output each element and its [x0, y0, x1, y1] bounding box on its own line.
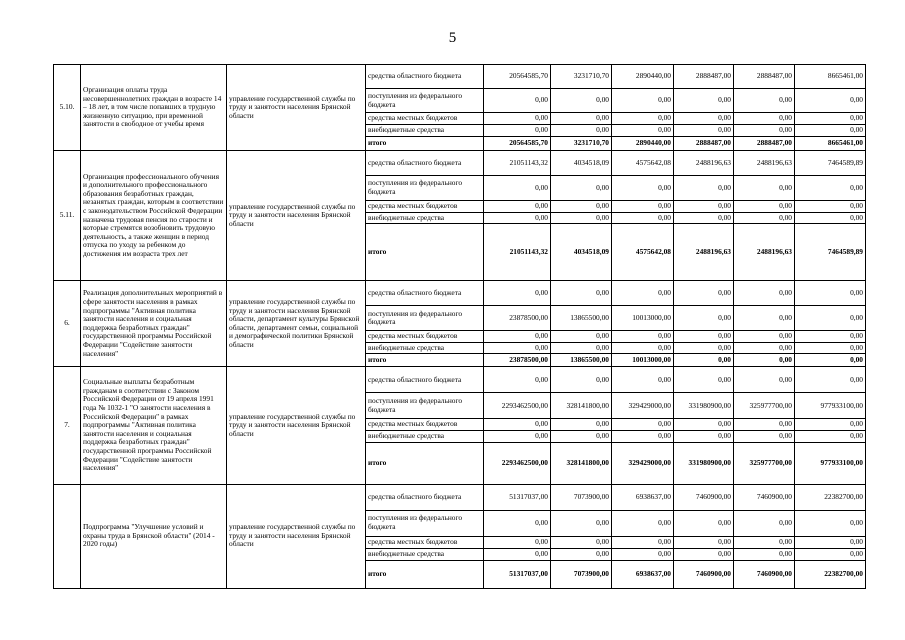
funding-source: внебюджетные средства — [366, 342, 484, 354]
amount-cell: 0,00 — [484, 125, 551, 137]
amount-cell: 23878500,00 — [484, 306, 551, 331]
amount-cell: 0,00 — [612, 113, 674, 125]
amount-cell: 0,00 — [734, 510, 795, 536]
amount-cell: 4575642,08 — [612, 224, 674, 281]
funding-source: средства областного бюджета — [366, 151, 484, 176]
amount-cell: 2488196,63 — [734, 151, 795, 176]
amount-cell: 0,00 — [795, 342, 866, 354]
amount-cell: 21051143,32 — [484, 151, 551, 176]
table-body — [54, 65, 866, 589]
amount-cell: 329429000,00 — [612, 442, 674, 484]
amount-cell: 0,00 — [551, 176, 612, 201]
amount-cell: 0,00 — [612, 89, 674, 113]
amount-cell: 10013000,00 — [612, 354, 674, 367]
amount-cell: 7460900,00 — [674, 560, 734, 588]
amount-cell: 2488196,63 — [674, 151, 734, 176]
amount-cell: 0,00 — [484, 342, 551, 354]
amount-cell: 0,00 — [484, 367, 551, 393]
amount-cell: 2488196,63 — [674, 224, 734, 281]
amount-cell: 0,00 — [795, 306, 866, 331]
amount-cell: 0,00 — [795, 113, 866, 125]
amount-cell: 0,00 — [734, 342, 795, 354]
amount-cell: 328141800,00 — [551, 442, 612, 484]
amount-cell: 0,00 — [484, 281, 551, 306]
funding-source: внебюджетные средства — [366, 430, 484, 442]
section-name: Реализация дополнительных мероприятий в сфере занятости населения в рамках подпрограммы "Активная политика занятости населения и социальная поддержка безработных граждан" государственной программы Российской Федерации "Содействие занятости населения" — [81, 281, 227, 367]
amount-cell: 20564585,70 — [484, 137, 551, 151]
amount-cell: 0,00 — [734, 354, 795, 367]
amount-cell: 0,00 — [484, 548, 551, 560]
funding-source: итого — [366, 354, 484, 367]
amount-cell: 0,00 — [674, 367, 734, 393]
amount-cell: 329429000,00 — [612, 393, 674, 419]
section-number: 6. — [54, 281, 81, 367]
amount-cell: 0,00 — [612, 536, 674, 548]
amount-cell: 0,00 — [795, 548, 866, 560]
amount-cell: 0,00 — [734, 176, 795, 201]
funding-source: средства местных бюджетов — [366, 331, 484, 343]
amount-cell: 0,00 — [795, 331, 866, 343]
amount-cell: 0,00 — [551, 331, 612, 343]
amount-cell: 7073900,00 — [551, 560, 612, 588]
amount-cell: 0,00 — [734, 212, 795, 224]
amount-cell: 2888487,00 — [734, 65, 795, 89]
table-row — [54, 367, 866, 393]
amount-cell: 0,00 — [551, 342, 612, 354]
amount-cell: 0,00 — [734, 89, 795, 113]
amount-cell: 22382700,00 — [795, 560, 866, 588]
amount-cell: 0,00 — [674, 176, 734, 201]
amount-cell: 2888487,00 — [674, 137, 734, 151]
amount-cell: 22382700,00 — [795, 484, 866, 510]
funding-source: итого — [366, 137, 484, 151]
amount-cell: 51317037,00 — [484, 560, 551, 588]
amount-cell: 0,00 — [612, 176, 674, 201]
amount-cell: 0,00 — [795, 89, 866, 113]
amount-cell: 325977700,00 — [734, 393, 795, 419]
budget-table — [53, 64, 866, 589]
amount-cell: 0,00 — [612, 201, 674, 213]
amount-cell: 0,00 — [551, 419, 612, 431]
amount-cell: 0,00 — [674, 212, 734, 224]
amount-cell: 0,00 — [674, 342, 734, 354]
amount-cell: 0,00 — [734, 367, 795, 393]
amount-cell: 331980900,00 — [674, 393, 734, 419]
amount-cell: 331980900,00 — [674, 442, 734, 484]
table-row — [54, 151, 866, 176]
funding-source: средства местных бюджетов — [366, 419, 484, 431]
section-executor: управление государственной службы по труду и занятости населения Брянской области — [227, 151, 366, 281]
amount-cell: 7460900,00 — [674, 484, 734, 510]
amount-cell: 0,00 — [551, 125, 612, 137]
amount-cell: 2488196,63 — [734, 224, 795, 281]
amount-cell: 977933100,00 — [795, 393, 866, 419]
amount-cell: 0,00 — [551, 536, 612, 548]
funding-source: итого — [366, 442, 484, 484]
amount-cell: 0,00 — [734, 201, 795, 213]
amount-cell: 0,00 — [674, 419, 734, 431]
amount-cell: 13865500,00 — [551, 354, 612, 367]
funding-source: средства местных бюджетов — [366, 113, 484, 125]
amount-cell: 0,00 — [484, 89, 551, 113]
amount-cell: 0,00 — [734, 281, 795, 306]
amount-cell: 0,00 — [795, 510, 866, 536]
amount-cell: 4034518,09 — [551, 151, 612, 176]
amount-cell: 0,00 — [674, 89, 734, 113]
section-executor: управление государственной службы по труду и занятости населения Брянской области — [227, 484, 366, 588]
amount-cell: 0,00 — [612, 367, 674, 393]
amount-cell: 0,00 — [734, 548, 795, 560]
amount-cell: 0,00 — [734, 331, 795, 343]
funding-source: внебюджетные средства — [366, 125, 484, 137]
amount-cell: 0,00 — [734, 125, 795, 137]
amount-cell: 2890440,00 — [612, 65, 674, 89]
amount-cell: 0,00 — [484, 419, 551, 431]
amount-cell: 0,00 — [674, 430, 734, 442]
amount-cell: 0,00 — [612, 430, 674, 442]
amount-cell: 6938637,00 — [612, 484, 674, 510]
amount-cell: 0,00 — [551, 89, 612, 113]
amount-cell: 0,00 — [551, 548, 612, 560]
funding-source: средства местных бюджетов — [366, 536, 484, 548]
section-executor: управление государственной службы по труду и занятости населения Брянской области, департамент культуры Брянской области, департамент семьи, социальной и демографической политики Брянской области — [227, 281, 366, 367]
table-row — [54, 65, 866, 89]
amount-cell: 6938637,00 — [612, 560, 674, 588]
funding-source: поступления из федерального бюджета — [366, 306, 484, 331]
amount-cell: 0,00 — [484, 176, 551, 201]
amount-cell: 7464589,89 — [795, 151, 866, 176]
amount-cell: 7460900,00 — [734, 560, 795, 588]
amount-cell: 0,00 — [674, 306, 734, 331]
amount-cell: 10013000,00 — [612, 306, 674, 331]
amount-cell: 0,00 — [612, 510, 674, 536]
section-executor: управление государственной службы по труду и занятости населения Брянской области — [227, 65, 366, 151]
amount-cell: 0,00 — [674, 510, 734, 536]
section-name: Социальные выплаты безработным гражданам в соответствии с Законом Российской Федерации от 19 апреля 1991 года № 1032-1 "О занятости населения в Российской Федерации" в рамках подпрограммы "Активная политика занятости населения и социальная поддержка безработных граждан" государственной программы Российской Федерации "Содействие занятости населения" — [81, 367, 227, 484]
amount-cell: 0,00 — [795, 176, 866, 201]
amount-cell: 4034518,09 — [551, 224, 612, 281]
funding-source: поступления из федерального бюджета — [366, 393, 484, 419]
amount-cell: 0,00 — [612, 212, 674, 224]
amount-cell: 0,00 — [795, 201, 866, 213]
page-number: 5 — [448, 30, 457, 46]
funding-source: внебюджетные средства — [366, 212, 484, 224]
funding-source: поступления из федерального бюджета — [366, 176, 484, 201]
amount-cell: 0,00 — [795, 125, 866, 137]
amount-cell: 3231710,70 — [551, 65, 612, 89]
amount-cell: 0,00 — [551, 510, 612, 536]
funding-source: средства областного бюджета — [366, 484, 484, 510]
amount-cell: 0,00 — [734, 306, 795, 331]
amount-cell: 0,00 — [612, 342, 674, 354]
amount-cell: 0,00 — [612, 281, 674, 306]
amount-cell: 0,00 — [484, 430, 551, 442]
amount-cell: 0,00 — [734, 419, 795, 431]
funding-source: поступления из федерального бюджета — [366, 89, 484, 113]
funding-source: поступления из федерального бюджета — [366, 510, 484, 536]
funding-source: итого — [366, 224, 484, 281]
amount-cell: 51317037,00 — [484, 484, 551, 510]
amount-cell: 0,00 — [551, 281, 612, 306]
section-number — [54, 484, 81, 588]
amount-cell: 8665461,00 — [795, 65, 866, 89]
amount-cell: 0,00 — [484, 510, 551, 536]
amount-cell: 0,00 — [674, 548, 734, 560]
amount-cell: 0,00 — [551, 201, 612, 213]
amount-cell: 21051143,32 — [484, 224, 551, 281]
amount-cell: 0,00 — [484, 201, 551, 213]
amount-cell: 2890440,00 — [612, 137, 674, 151]
amount-cell: 20564585,70 — [484, 65, 551, 89]
section-number: 7. — [54, 367, 81, 484]
table-row — [54, 484, 866, 510]
section-name: Организация профессионального обучения и дополнительного профессионального образования безработных граждан, незанятых граждан, которым в соответствии с законодательством Российской Федерации назначена трудовая пенсия по старости и которые стремятся возобновить трудовую деятельность, а также женщин в период отпуска по уходу за ребенком до достижения им возраста трех лет — [81, 151, 227, 281]
amount-cell: 0,00 — [795, 536, 866, 548]
amount-cell: 0,00 — [612, 331, 674, 343]
amount-cell: 13865500,00 — [551, 306, 612, 331]
amount-cell: 0,00 — [612, 419, 674, 431]
section-number: 5.11. — [54, 151, 81, 281]
amount-cell: 23878500,00 — [484, 354, 551, 367]
amount-cell: 325977700,00 — [734, 442, 795, 484]
table-row — [54, 281, 866, 306]
amount-cell: 2293462500,00 — [484, 393, 551, 419]
amount-cell: 0,00 — [551, 113, 612, 125]
amount-cell: 0,00 — [551, 430, 612, 442]
amount-cell: 0,00 — [795, 212, 866, 224]
amount-cell: 0,00 — [734, 430, 795, 442]
amount-cell: 7460900,00 — [734, 484, 795, 510]
funding-source: итого — [366, 560, 484, 588]
funding-source: средства областного бюджета — [366, 65, 484, 89]
amount-cell: 7073900,00 — [551, 484, 612, 510]
amount-cell: 977933100,00 — [795, 442, 866, 484]
amount-cell: 0,00 — [484, 212, 551, 224]
amount-cell: 0,00 — [674, 281, 734, 306]
amount-cell: 2293462500,00 — [484, 442, 551, 484]
section-executor: управление государственной службы по труду и занятости населения Брянской области — [227, 367, 366, 484]
amount-cell: 0,00 — [734, 113, 795, 125]
amount-cell: 0,00 — [674, 201, 734, 213]
amount-cell: 0,00 — [674, 331, 734, 343]
section-name: Организация оплаты труда несовершеннолетних граждан в возрасте 14 – 18 лет, в том числе попавших в трудную жизненную ситуацию, при временной занятости в свободное от учебы время — [81, 65, 227, 151]
amount-cell: 7464589,89 — [795, 224, 866, 281]
amount-cell: 2888487,00 — [674, 65, 734, 89]
amount-cell: 0,00 — [551, 212, 612, 224]
funding-source: средства областного бюджета — [366, 367, 484, 393]
amount-cell: 0,00 — [484, 536, 551, 548]
section-name: Подпрограмма "Улучшение условий и охраны труда в Брянской области" (2014 - 2020 годы) — [81, 484, 227, 588]
amount-cell: 0,00 — [795, 367, 866, 393]
amount-cell: 3231710,70 — [551, 137, 612, 151]
amount-cell: 0,00 — [551, 367, 612, 393]
section-number: 5.10. — [54, 65, 81, 151]
amount-cell: 4575642,08 — [612, 151, 674, 176]
amount-cell: 0,00 — [612, 125, 674, 137]
amount-cell: 2888487,00 — [734, 137, 795, 151]
amount-cell: 0,00 — [795, 354, 866, 367]
amount-cell: 0,00 — [795, 430, 866, 442]
amount-cell: 8665461,00 — [795, 137, 866, 151]
funding-source: средства местных бюджетов — [366, 201, 484, 213]
amount-cell: 0,00 — [674, 536, 734, 548]
amount-cell: 0,00 — [612, 548, 674, 560]
amount-cell: 0,00 — [674, 113, 734, 125]
funding-source: внебюджетные средства — [366, 548, 484, 560]
amount-cell: 328141800,00 — [551, 393, 612, 419]
amount-cell: 0,00 — [674, 125, 734, 137]
amount-cell: 0,00 — [484, 331, 551, 343]
amount-cell: 0,00 — [795, 419, 866, 431]
amount-cell: 0,00 — [795, 281, 866, 306]
amount-cell: 0,00 — [484, 113, 551, 125]
amount-cell: 0,00 — [734, 536, 795, 548]
amount-cell: 0,00 — [674, 354, 734, 367]
funding-source: средства областного бюджета — [366, 281, 484, 306]
